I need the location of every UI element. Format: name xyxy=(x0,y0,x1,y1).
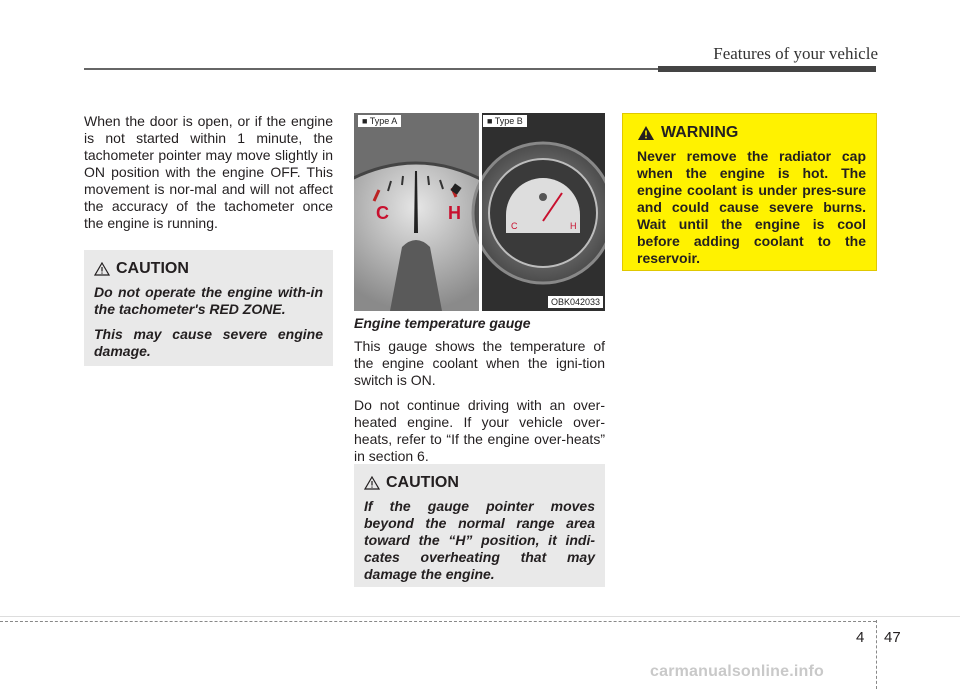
label-c: C xyxy=(376,203,389,223)
section-title: Features of your vehicle xyxy=(713,44,878,63)
intro-column xyxy=(84,113,333,232)
svg-text:H: H xyxy=(570,221,577,231)
caution-box-overheating xyxy=(354,464,605,587)
warning-title: WARNING xyxy=(637,124,876,142)
footer-rule xyxy=(0,621,876,622)
watermark: carmanualsonline.info xyxy=(650,663,825,680)
header-bar xyxy=(658,66,876,72)
footer-rule-light xyxy=(0,616,960,617)
chapter-number: 4 xyxy=(856,629,865,646)
caution-text: If the gauge pointer moves beyond the normal range area toward the “H” position, it indi-cates overheating that may damage the engine. xyxy=(364,498,595,582)
warning-triangle-icon xyxy=(364,476,380,490)
svg-text:C: C xyxy=(511,221,518,231)
footer-divider xyxy=(876,620,877,689)
type-b-tag: ■ Type B xyxy=(483,115,527,127)
temperature-gauge-figure xyxy=(354,113,605,311)
gauge-illustration xyxy=(354,113,605,311)
header-rule xyxy=(84,68,658,70)
intro-paragraph: When the door is open, or if the engine is not started within 1 minute, the tachometer pointer may move slightly in ON position with the engine OFF. This movement is nor-mal and will not affect the accuracy of the tachometer once the engine is running. xyxy=(84,113,333,231)
temperature-gauge-section xyxy=(354,315,605,473)
caution-title: CAUTION xyxy=(364,474,595,492)
caution-line-1: Do not operate the engine with-in the tachometer's RED ZONE. xyxy=(94,284,323,317)
warning-triangle-icon xyxy=(637,125,655,141)
gauge-description: This gauge shows the temperature of the engine coolant when the igni-tion switch is ON. xyxy=(354,338,605,388)
section-heading: Engine temperature gauge xyxy=(354,315,531,331)
warning-text: Never remove the radiator cap when the engine is hot. The engine coolant is under pres-sure and could cause severe burns. Wait until the engine is cool before adding coolant to the reservoir. xyxy=(637,148,866,266)
page-number: 47 xyxy=(884,629,901,646)
label-h: H xyxy=(448,203,461,223)
caution-line-2: This may cause severe engine damage. xyxy=(94,326,323,359)
warning-box-radiator xyxy=(622,113,877,271)
type-a-tag: ■ Type A xyxy=(358,115,401,127)
caution-box-tachometer xyxy=(84,250,333,366)
warning-triangle-icon xyxy=(94,262,110,276)
overheat-instruction: Do not continue driving with an over-heated engine. If your vehicle over-heats, refer to “If the engine over-heats” in section 6. xyxy=(354,397,605,464)
figure-code: OBK042033 xyxy=(548,296,603,308)
caution-title: CAUTION xyxy=(94,260,323,278)
